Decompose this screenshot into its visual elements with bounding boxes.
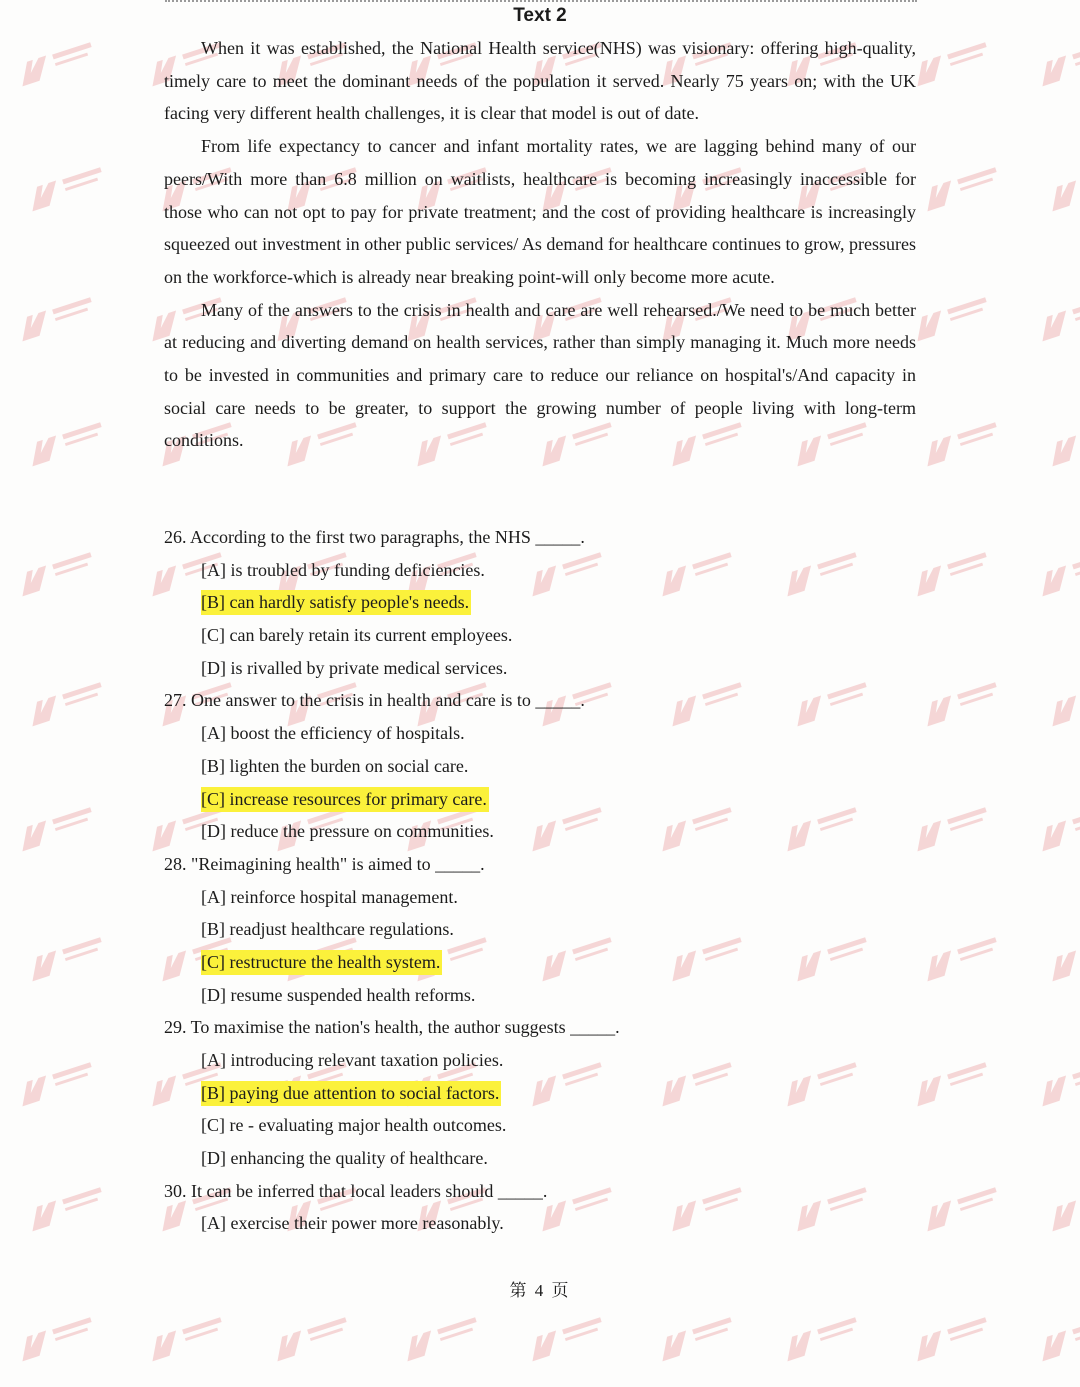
question-stem: 28. "Reimagining health" is aimed to _____.	[164, 853, 485, 874]
watermark-logo-icon	[1031, 538, 1080, 607]
passage-paragraph-2: From life expectancy to cancer and infant mortality rates, we are lagging behind many of our peers/With more than 6.8 million on waitlists, healthcare is becoming increasingly inaccessible for those who can not opt to pay for private treatment; and the cost of providing healthcare is increasingly squeezed out investment in other public services/ As demand for healthcare continues to grow, pressures on the workforce-which is already near breaking point-will only become more acute.	[164, 136, 916, 287]
watermark-logo-icon	[266, 1303, 373, 1372]
watermark-logo-icon	[1041, 668, 1080, 737]
watermark-logo-icon	[11, 283, 118, 352]
watermark-logo-icon	[776, 1303, 883, 1372]
watermark-logo-icon	[21, 1173, 128, 1242]
question-option	[164, 979, 924, 1012]
option-text: [D] enhancing the quality of healthcare.	[201, 1148, 488, 1169]
option-text: [D] is rivalled by private medical services.	[201, 657, 508, 678]
watermark-logo-icon	[11, 1048, 118, 1117]
option-text: [C] can barely retain its current employees.	[201, 625, 513, 646]
watermark-logo-icon	[11, 538, 118, 607]
question-option	[164, 619, 924, 652]
question-option	[164, 881, 924, 914]
option-text: [B] lighten the burden on social care.	[201, 755, 469, 776]
watermark-logo-icon	[916, 408, 1023, 477]
watermark-logo-icon	[916, 668, 1023, 737]
watermark-logo-icon	[1031, 1303, 1080, 1372]
question-option	[164, 652, 924, 685]
question-option	[164, 946, 924, 979]
highlighted-answer: [C] restructure the health system.	[201, 950, 442, 975]
question-option	[164, 815, 924, 848]
watermark-logo-icon	[11, 1303, 118, 1372]
question-option	[164, 783, 924, 816]
passage-paragraph-1: When it was established, the National Health service(NHS) was visionary: offering high-quality, timely care to meet the dominant needs of the population it served. Nearly 75 years on; with the UK facing very different health challenges, it is clear that model is out of date.	[164, 38, 916, 124]
watermark-logo-icon	[521, 1303, 628, 1372]
watermark-logo-icon	[906, 1303, 1013, 1372]
option-text: [A] reinforce hospital management.	[201, 886, 458, 907]
watermark-logo-icon	[906, 283, 1013, 352]
watermark-logo-icon	[1041, 1173, 1080, 1242]
highlighted-answer: [B] can hardly satisfy people's needs.	[201, 590, 471, 615]
question-option	[164, 750, 924, 783]
watermark-logo-icon	[651, 1303, 758, 1372]
question-option	[164, 554, 924, 587]
question-stem: 29. To maximise the nation's health, the author suggests _____.	[164, 1017, 620, 1038]
option-text: [A] is troubled by funding deficiencies.	[201, 559, 485, 580]
passage	[164, 32, 916, 457]
option-text: [A] introducing relevant taxation policies.	[201, 1050, 504, 1070]
watermark-logo-icon	[11, 793, 118, 862]
watermark-logo-icon	[1031, 793, 1080, 862]
watermark-logo-icon	[21, 153, 128, 222]
passage-paragraph-3: Many of the answers to the crisis in health and care are well rehearsed./We need to be much better at reducing and diverting demand on health services, rather than simply managing it. Much more needs to be invested in communities and primary care to reduce our reliance on hospital's/And capacity in social care needs to be greater, to support the growing number of people living with long-term conditions.	[164, 299, 916, 451]
watermark-logo-icon	[21, 668, 128, 737]
page-number: 第 4 页	[509, 1281, 571, 1300]
watermark-logo-icon	[141, 1303, 248, 1372]
watermark-logo-icon	[916, 1173, 1023, 1242]
question-option	[164, 913, 924, 946]
question-option	[164, 1109, 924, 1142]
option-text: [C] re - evaluating major health outcomes.	[201, 1115, 507, 1136]
option-text: [A] exercise their power more reasonably.	[201, 1213, 504, 1234]
option-text: [D] resume suspended health reforms.	[201, 984, 476, 1005]
question-stem: 30. It can be inferred that local leaders should _____.	[164, 1180, 548, 1201]
question-option	[164, 1077, 924, 1110]
watermark-logo-icon	[396, 1303, 503, 1372]
watermark-logo-icon	[916, 923, 1023, 992]
watermark-logo-icon	[906, 28, 1013, 97]
question-option	[164, 586, 924, 619]
watermark-logo-icon	[1031, 28, 1080, 97]
watermark-logo-icon	[21, 923, 128, 992]
watermark-logo-icon	[1041, 153, 1080, 222]
question-option	[164, 717, 924, 750]
watermark-logo-icon	[1031, 1048, 1080, 1117]
watermark-logo-icon	[11, 28, 118, 97]
question-stem: 27. One answer to the crisis in health and care is to _____.	[164, 690, 585, 711]
highlighted-answer: [C] increase resources for primary care.	[201, 787, 489, 812]
option-text: [A] boost the efficiency of hospitals.	[201, 723, 465, 744]
question-option	[164, 1207, 924, 1240]
question-stem: 26. According to the first two paragraphs, the NHS _____.	[164, 527, 585, 547]
watermark-logo-icon	[1031, 283, 1080, 352]
question-list	[164, 521, 924, 1240]
watermark-logo-icon	[1041, 923, 1080, 992]
watermark-logo-icon	[1041, 408, 1080, 477]
page-title: Text 2	[513, 5, 567, 26]
question-option	[164, 1044, 924, 1077]
watermark-logo-icon	[916, 153, 1023, 222]
highlighted-answer: [B] paying due attention to social factors.	[201, 1081, 501, 1106]
option-text: [B] readjust healthcare regulations.	[201, 919, 454, 940]
watermark-logo-icon	[21, 408, 128, 477]
question-option	[164, 1142, 924, 1175]
option-text: [D] reduce the pressure on communities.	[201, 821, 494, 842]
